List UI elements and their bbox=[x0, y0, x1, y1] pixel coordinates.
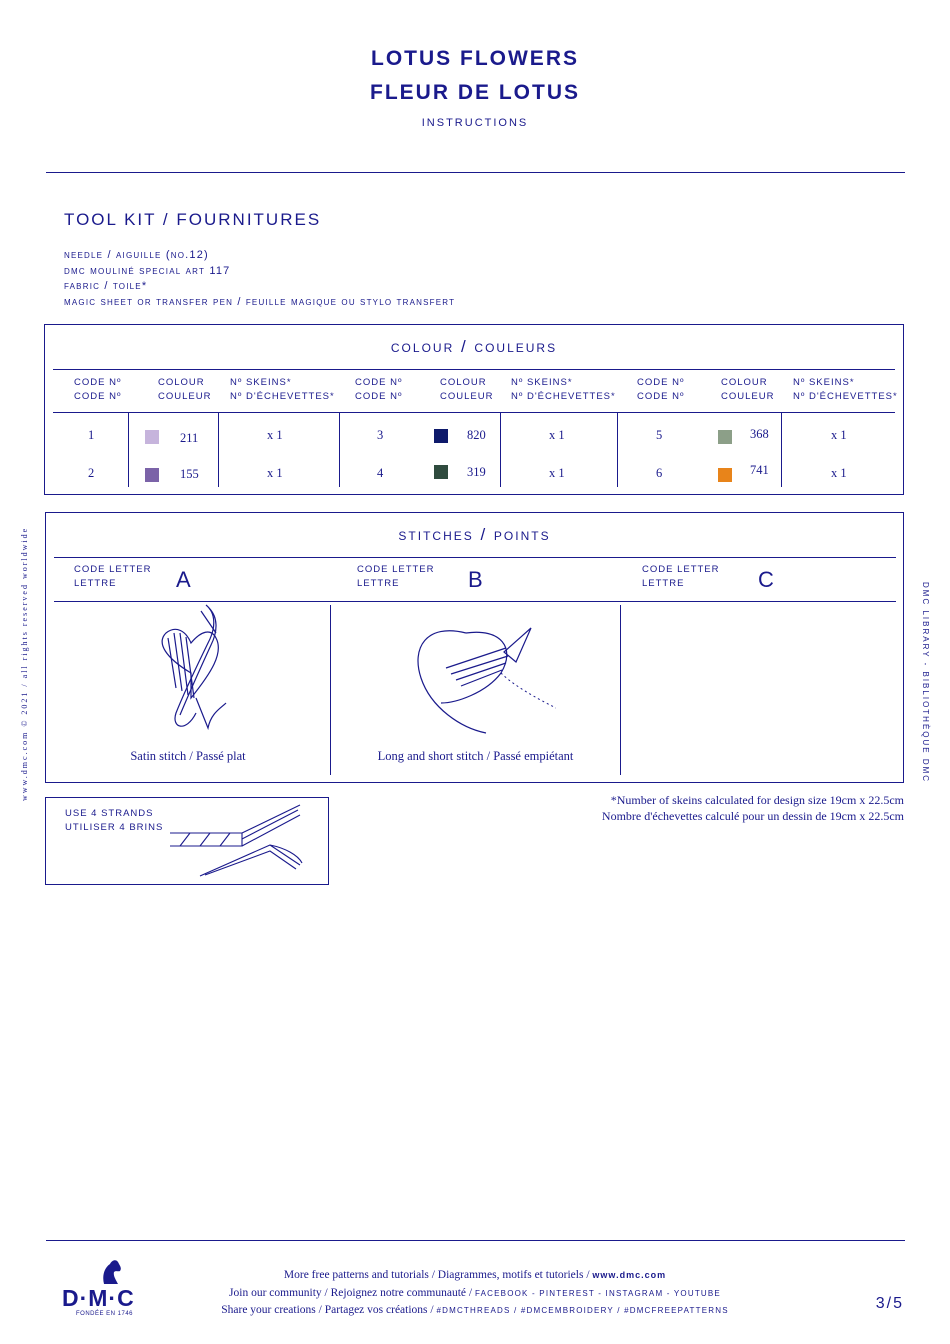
colour-number: 820 bbox=[467, 428, 486, 442]
col-header-colour: COLOUR COULEUR bbox=[440, 377, 494, 402]
stitch-letter: B bbox=[468, 567, 483, 592]
toolkit-item: dmc mouliné special art 117 bbox=[64, 265, 231, 277]
website-link[interactable]: www.dmc.com bbox=[592, 1270, 667, 1280]
stitch-letter: A bbox=[176, 567, 191, 592]
social-links[interactable]: FACEBOOK - PINTEREST - INSTAGRAM - YOUTUBE bbox=[474, 1288, 721, 1298]
colour-swatch bbox=[718, 430, 732, 444]
logo-text: D·M·C bbox=[62, 1285, 135, 1311]
colour-swatch bbox=[145, 468, 159, 482]
strands-text: USE 4 STRANDS UTILISER 4 BRINS bbox=[65, 808, 164, 833]
skeins-count: x 1 bbox=[267, 428, 283, 442]
side-library: DMC LIBRARY - BIBLIOTHÈQUE DMC bbox=[921, 582, 930, 784]
title-fr: FLEUR DE LOTUS bbox=[370, 81, 580, 104]
side-copyright: www.dmc.com © 2021 / all rights reserved worldwide bbox=[20, 526, 29, 801]
footer-text: Share your creations / Partagez vos créations / bbox=[221, 1304, 434, 1316]
footer-text: Join our community / Rejoignez notre communauté / bbox=[229, 1286, 473, 1299]
stitches-table bbox=[45, 512, 904, 783]
skeins-count: x 1 bbox=[267, 466, 283, 480]
code-letter-label: CODE LETTER LETTRE bbox=[642, 564, 720, 589]
code-letter-label: CODE LETTER LETTRE bbox=[74, 564, 152, 589]
stitch-letter: C bbox=[758, 567, 774, 592]
skeins-count: x 1 bbox=[549, 466, 565, 480]
logo-subtext: FONDÉE EN 1746 bbox=[76, 1311, 134, 1317]
stitches-heading: stitches / points bbox=[398, 525, 551, 544]
colour-code: 2 bbox=[88, 466, 95, 480]
colour-swatch bbox=[718, 468, 732, 482]
skeins-count: x 1 bbox=[831, 428, 847, 442]
colour-number: 319 bbox=[467, 465, 486, 479]
col-header-skeins: Nº SKEINS* Nº D'ÉCHEVETTES* bbox=[511, 377, 616, 402]
divider bbox=[500, 413, 501, 487]
colour-swatch bbox=[434, 429, 448, 443]
colour-swatch bbox=[145, 430, 159, 444]
strands-box bbox=[45, 797, 329, 885]
stitch-caption: Long and short stitch / Passé empiétant bbox=[377, 749, 574, 763]
toolkit-item: magic sheet or transfer pen / feuille magique ou stylo transfert bbox=[64, 296, 456, 308]
title-en: LOTUS FLOWERS bbox=[371, 47, 579, 70]
divider bbox=[617, 413, 618, 487]
divider bbox=[128, 413, 129, 487]
colour-code: 1 bbox=[88, 428, 95, 442]
colour-swatch bbox=[434, 465, 448, 479]
footer-links bbox=[0, 1267, 950, 1320]
code-letter-label: CODE LETTER LETTRE bbox=[357, 564, 435, 589]
divider bbox=[339, 413, 340, 487]
colour-table bbox=[44, 324, 904, 495]
colour-code: 3 bbox=[377, 428, 384, 442]
divider bbox=[54, 601, 896, 602]
colour-number: 368 bbox=[750, 427, 769, 441]
skeins-count: x 1 bbox=[549, 428, 565, 442]
col-header-code: CODE Nº CODE Nº bbox=[74, 377, 122, 402]
long-short-stitch-illustration bbox=[406, 618, 556, 738]
skeins-note: *Number of skeins calculated for design size 19cm x 22.5cm Nombre d'échevettes calculé pour un dessin de 19cm x 22.5cm bbox=[601, 793, 904, 823]
toolkit-item: needle / aiguille (no.12) bbox=[64, 249, 209, 261]
colour-heading: colour / couleurs bbox=[390, 337, 558, 356]
skeins-count: x 1 bbox=[831, 466, 847, 480]
colour-number: 155 bbox=[180, 467, 199, 481]
strands-illustration bbox=[170, 803, 310, 881]
colour-code: 4 bbox=[377, 466, 384, 480]
divider bbox=[218, 413, 219, 487]
satin-stitch-illustration bbox=[146, 603, 236, 738]
hashtag-links[interactable]: #DMCTHREADS / #DMCEMBROIDERY / #DMCFREEPATTERNS bbox=[436, 1306, 729, 1315]
col-header-code: CODE Nº CODE Nº bbox=[355, 377, 403, 402]
col-header-code: CODE Nº CODE Nº bbox=[637, 377, 685, 402]
toolkit-item: fabric / toile* bbox=[64, 280, 148, 292]
divider bbox=[781, 413, 782, 487]
divider bbox=[53, 412, 895, 413]
divider bbox=[54, 557, 896, 558]
page-number: 3/5 bbox=[875, 1295, 904, 1312]
divider bbox=[53, 369, 895, 370]
colour-code: 5 bbox=[656, 428, 663, 442]
colour-code: 6 bbox=[656, 466, 663, 480]
stitch-caption: Satin stitch / Passé plat bbox=[130, 749, 246, 763]
toolkit-heading: TOOL KIT / FOURNITURES bbox=[64, 210, 322, 229]
col-header-colour: COLOUR COULEUR bbox=[721, 377, 775, 402]
col-header-skeins: Nº SKEINS* Nº D'ÉCHEVETTES* bbox=[230, 377, 335, 402]
colour-number: 211 bbox=[180, 431, 199, 445]
colour-number: 741 bbox=[750, 463, 769, 477]
subtitle: INSTRUCTIONS bbox=[421, 117, 529, 129]
col-header-colour: COLOUR COULEUR bbox=[158, 377, 212, 402]
footer-divider bbox=[46, 1240, 905, 1241]
col-header-skeins: Nº SKEINS* Nº D'ÉCHEVETTES* bbox=[793, 377, 898, 402]
divider bbox=[620, 605, 621, 775]
footer-text: More free patterns and tutorials / Diagrammes, motifs et tutoriels / bbox=[283, 1269, 590, 1281]
header-divider bbox=[46, 172, 905, 173]
